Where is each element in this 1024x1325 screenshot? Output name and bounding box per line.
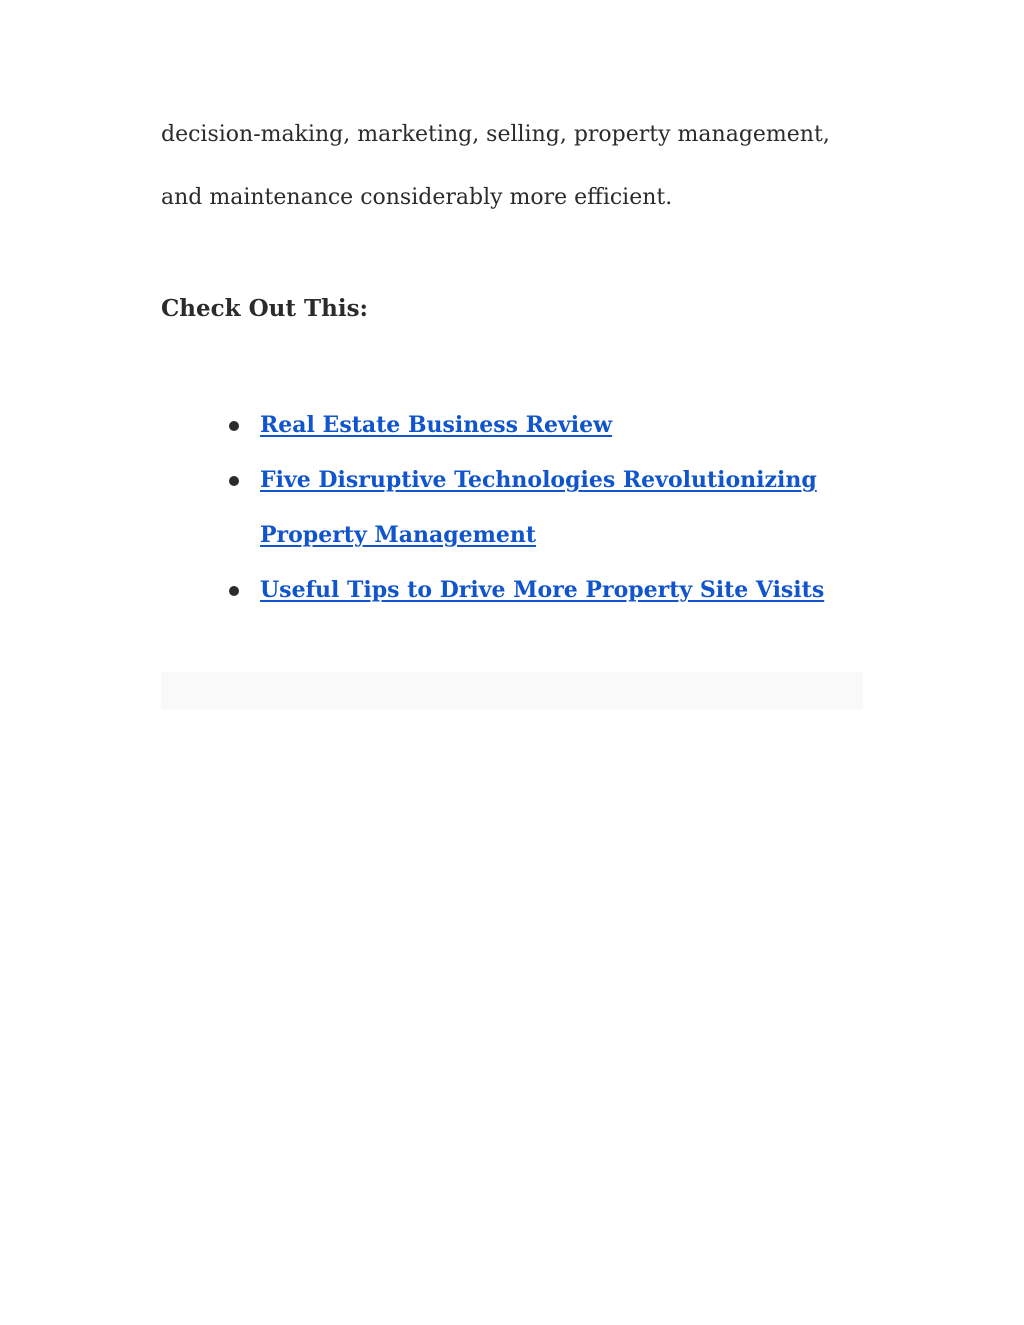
- link-five-disruptive-technologies[interactable]: Five Disruptive Technologies Revolutionizing: [260, 467, 817, 493]
- bullet-icon: [229, 421, 239, 431]
- bullet-icon: [229, 476, 239, 486]
- empty-block: [161, 672, 863, 709]
- section-heading: Check Out This:: [161, 295, 369, 322]
- paragraph-line-2: and maintenance considerably more efficient.: [161, 185, 673, 210]
- bullet-icon: [229, 586, 239, 596]
- link-five-disruptive-technologies-continued[interactable]: Property Management: [260, 522, 537, 548]
- paragraph-line-1: decision-making, marketing, selling, property management,: [161, 122, 830, 147]
- link-real-estate-business-review[interactable]: Real Estate Business Review: [260, 412, 613, 438]
- link-useful-tips[interactable]: Useful Tips to Drive More Property Site Visits: [260, 577, 825, 603]
